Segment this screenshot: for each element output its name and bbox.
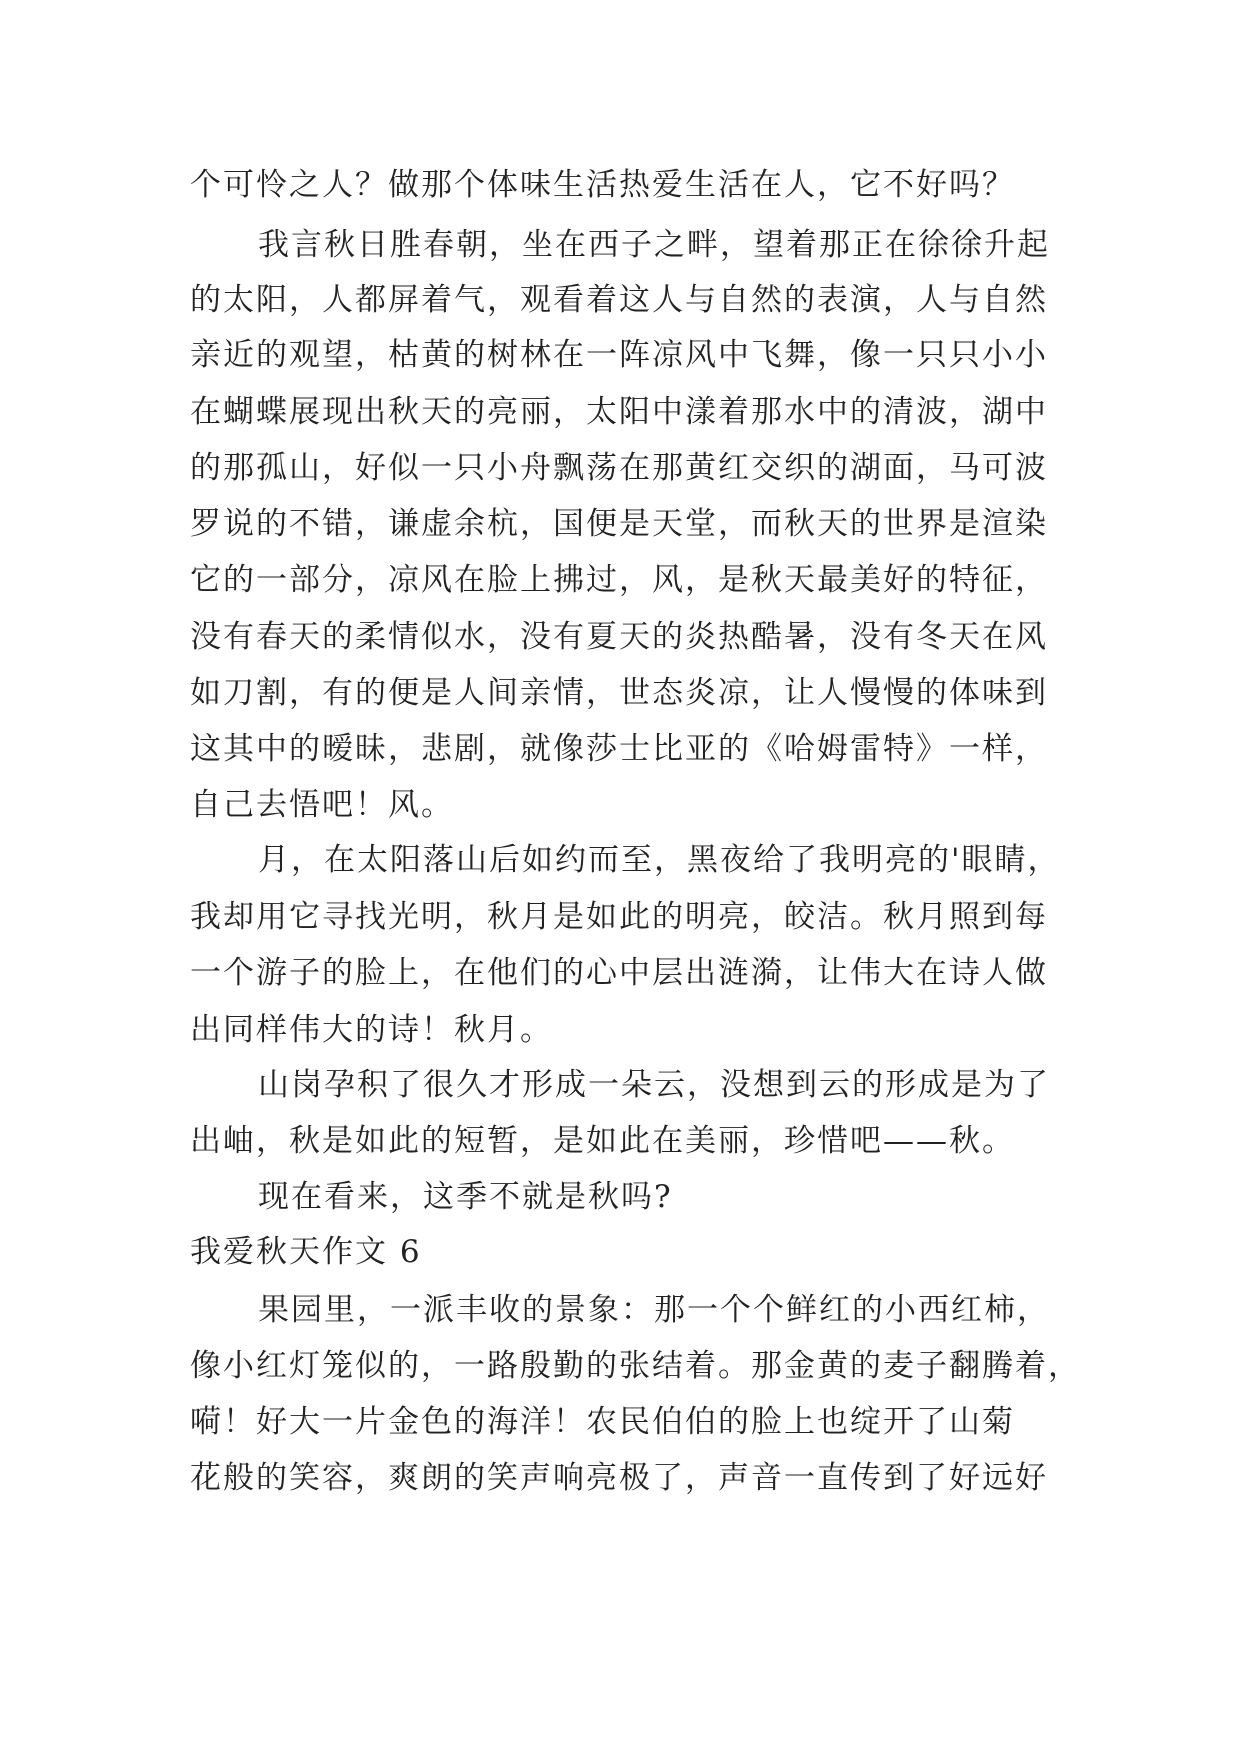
text-line: 罗说的不错，谦虚余杭，国便是天堂，而秋天的世界是渲染	[190, 506, 1048, 542]
paragraph-start: 山岗孕积了很久才形成一朵云，没想到云的形成是为了	[258, 1067, 1050, 1103]
text-line: 花般的笑容，爽朗的笑声响亮极了，声音一直传到了好远好	[190, 1460, 1048, 1496]
text-line: 的那孤山，好似一只小舟飘荡在那黄红交织的湖面，马可波	[190, 450, 1048, 486]
text-line: 个可怜之人？做那个体味生活热爱生活在人，它不好吗？	[190, 167, 1015, 203]
text-line: 出岫，秋是如此的短暂，是如此在美丽，珍惜吧——秋。	[190, 1123, 1015, 1159]
text-line: 一个游子的脸上，在他们的心中层出涟漪，让伟大在诗人做	[190, 955, 1048, 991]
paragraph-start: 我言秋日胜春朝，坐在西子之畔，望着那正在徐徐升起	[258, 227, 1050, 263]
text-line: 亲近的观望，枯黄的树林在一阵凉风中飞舞，像一只只小小	[190, 337, 1048, 373]
paragraph-start: 月，在太阳落山后如约而至，黑夜给了我明亮的'眼睛，	[258, 842, 1061, 878]
text-line: 嗬！好大一片金色的海洋！农民伯伯的脸上也绽开了山菊	[190, 1404, 1015, 1440]
text-line: 出同样伟大的诗！秋月。	[190, 1012, 553, 1048]
text-line: 这其中的暧昧，悲剧，就像莎士比亚的《哈姆雷特》一样，	[190, 731, 1048, 767]
paragraph-start: 现在看来，这季不就是秋吗?	[258, 1179, 673, 1215]
text-line: 在蝴蝶展现出秋天的亮丽，太阳中漾着那水中的清波，湖中	[190, 394, 1048, 430]
paragraph-start: 果园里，一派丰收的景象：那一个个鲜红的小西红柿，	[258, 1292, 1050, 1328]
text-line: 的太阳，人都屏着气，观看着这人与自然的表演，人与自然	[190, 282, 1048, 318]
text-line: 自己去悟吧！风。	[190, 787, 454, 823]
text-line: 我却用它寻找光明，秋月是如此的明亮，皎洁。秋月照到每	[190, 899, 1048, 935]
text-line: 如刀割，有的便是人间亲情，世态炎凉，让人慢慢的体味到	[190, 675, 1048, 711]
text-line: 没有春天的柔情似水，没有夏天的炎热酷暑，没有冬天在风	[190, 619, 1048, 655]
text-line: 它的一部分，凉风在脸上拂过，风，是秋天最美好的特征，	[190, 562, 1048, 598]
text-line: 像小红灯笼似的，一路殷勤的张结着。那金黄的麦子翻腾着，	[190, 1348, 1081, 1384]
section-heading: 我爱秋天作文 6	[190, 1234, 422, 1270]
